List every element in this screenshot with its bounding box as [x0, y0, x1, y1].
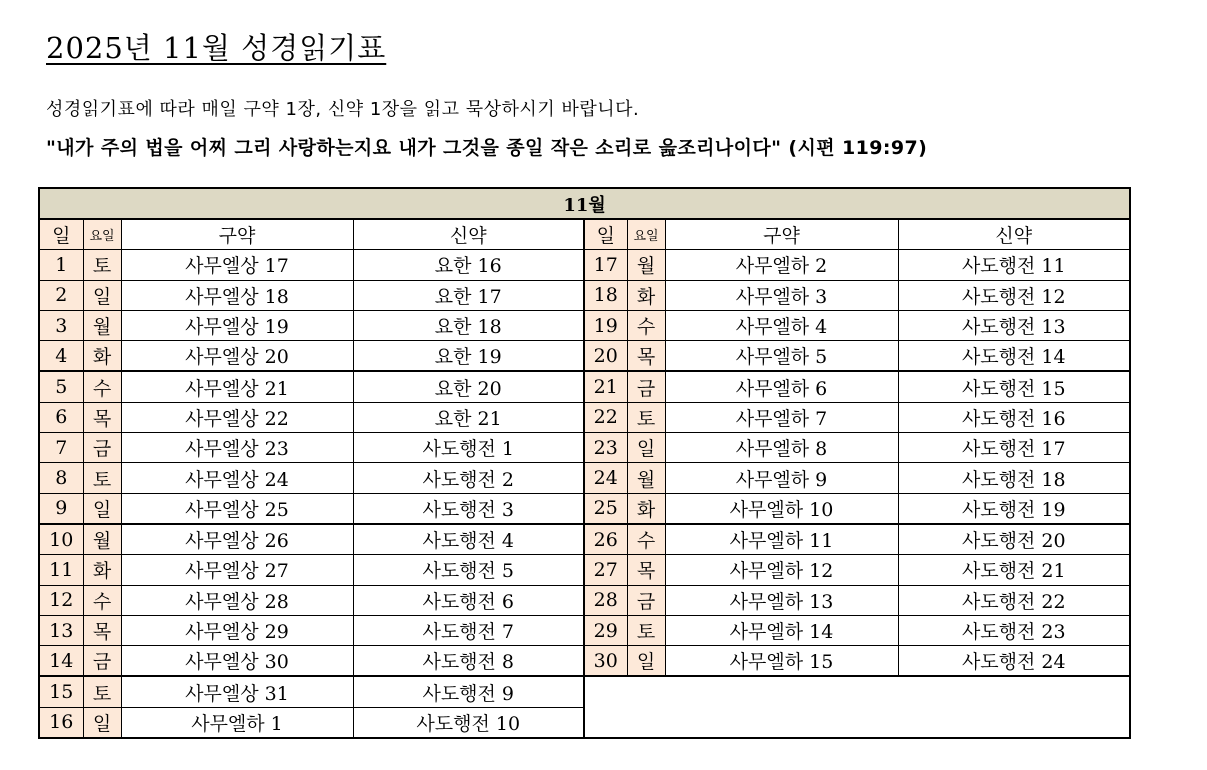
new-testament-reading: 사도행전 23 — [898, 615, 1130, 645]
day-number: 9 — [39, 493, 83, 524]
new-testament-reading: 요한 19 — [353, 341, 584, 372]
new-testament-reading: 사도행전 2 — [353, 463, 584, 493]
table-row — [39, 250, 1130, 280]
day-of-week: 토 — [627, 402, 665, 432]
new-testament-reading: 요한 16 — [353, 250, 584, 280]
old-testament-reading: 사무엘하 13 — [665, 585, 898, 615]
new-testament-reading: 사도행전 11 — [898, 250, 1130, 280]
day-number: 12 — [39, 585, 83, 615]
table-row — [39, 646, 1130, 677]
day-of-week: 금 — [627, 371, 665, 402]
day-number: 11 — [39, 555, 83, 585]
new-testament-reading: 사도행전 16 — [898, 402, 1130, 432]
old-testament-reading: 사무엘상 26 — [121, 524, 353, 555]
new-testament-reading: 사도행전 18 — [898, 463, 1130, 493]
day-number: 1 — [39, 250, 83, 280]
intro-text: 성경읽기표에 따라 매일 구약 1장, 신약 1장을 읽고 묵상하시기 바랍니다. — [46, 99, 640, 120]
day-number: 22 — [584, 402, 627, 432]
day-number: 19 — [584, 310, 627, 340]
col-header-nt: 신약 — [353, 219, 584, 250]
day-number: 27 — [584, 555, 627, 585]
table-row — [39, 463, 1130, 493]
day-of-week: 일 — [83, 493, 121, 524]
new-testament-reading: 사도행전 3 — [353, 493, 584, 524]
new-testament-reading: 사도행전 13 — [898, 310, 1130, 340]
old-testament-reading: 사무엘상 17 — [121, 250, 353, 280]
day-of-week: 수 — [83, 585, 121, 615]
table-row — [39, 402, 1130, 432]
reading-schedule-table — [38, 187, 1131, 739]
day-of-week: 토 — [627, 615, 665, 645]
new-testament-reading: 요한 17 — [353, 280, 584, 310]
old-testament-reading: 사무엘하 4 — [665, 310, 898, 340]
day-number: 3 — [39, 310, 83, 340]
old-testament-reading: 사무엘상 18 — [121, 280, 353, 310]
day-of-week: 토 — [83, 463, 121, 493]
day-of-week: 토 — [83, 676, 121, 707]
day-of-week: 목 — [83, 402, 121, 432]
old-testament-reading: 사무엘상 30 — [121, 646, 353, 677]
day-of-week: 월 — [83, 524, 121, 555]
day-of-week: 일 — [627, 433, 665, 463]
day-of-week: 화 — [627, 280, 665, 310]
day-of-week: 일 — [627, 646, 665, 677]
old-testament-reading: 사무엘상 20 — [121, 341, 353, 372]
col-header-dow: 요일 — [83, 219, 121, 250]
table-row — [39, 676, 1130, 707]
verse-quote: "내가 주의 법을 어찌 그리 사랑하는지요 내가 그것을 종일 작은 소리로 읊조리나이다" (시편 119:97) — [46, 137, 928, 159]
table-row — [39, 310, 1130, 340]
day-number: 30 — [584, 646, 627, 677]
day-of-week: 금 — [627, 585, 665, 615]
table-row — [39, 555, 1130, 585]
new-testament-reading: 사도행전 4 — [353, 524, 584, 555]
page-title: 2025년 11월 성경읽기표 — [46, 31, 387, 65]
old-testament-reading: 사무엘상 28 — [121, 585, 353, 615]
old-testament-reading: 사무엘하 15 — [665, 646, 898, 677]
day-of-week: 화 — [83, 341, 121, 372]
day-number: 17 — [584, 250, 627, 280]
table-row — [39, 280, 1130, 310]
day-of-week: 수 — [627, 310, 665, 340]
day-of-week: 금 — [83, 433, 121, 463]
day-number: 4 — [39, 341, 83, 372]
empty-area — [584, 676, 1130, 738]
new-testament-reading: 사도행전 14 — [898, 341, 1130, 372]
day-of-week: 월 — [627, 463, 665, 493]
day-of-week: 목 — [83, 615, 121, 645]
day-number: 23 — [584, 433, 627, 463]
old-testament-reading: 사무엘상 29 — [121, 615, 353, 645]
table-row — [39, 433, 1130, 463]
new-testament-reading: 사도행전 5 — [353, 555, 584, 585]
day-of-week: 일 — [83, 280, 121, 310]
day-number: 26 — [584, 524, 627, 555]
new-testament-reading: 사도행전 20 — [898, 524, 1130, 555]
day-of-week: 수 — [627, 524, 665, 555]
old-testament-reading: 사무엘하 7 — [665, 402, 898, 432]
new-testament-reading: 사도행전 12 — [898, 280, 1130, 310]
old-testament-reading: 사무엘상 19 — [121, 310, 353, 340]
old-testament-reading: 사무엘하 11 — [665, 524, 898, 555]
old-testament-reading: 사무엘하 8 — [665, 433, 898, 463]
day-number: 16 — [39, 707, 83, 738]
day-of-week: 목 — [627, 341, 665, 372]
new-testament-reading: 사도행전 24 — [898, 646, 1130, 677]
old-testament-reading: 사무엘하 3 — [665, 280, 898, 310]
table-row — [39, 524, 1130, 555]
new-testament-reading: 요한 20 — [353, 371, 584, 402]
old-testament-reading: 사무엘상 22 — [121, 402, 353, 432]
new-testament-reading: 사도행전 7 — [353, 615, 584, 645]
day-of-week: 토 — [83, 250, 121, 280]
day-number: 2 — [39, 280, 83, 310]
new-testament-reading: 요한 18 — [353, 310, 584, 340]
old-testament-reading: 사무엘상 23 — [121, 433, 353, 463]
day-number: 21 — [584, 371, 627, 402]
day-of-week: 금 — [83, 646, 121, 677]
day-of-week: 수 — [83, 371, 121, 402]
day-number: 10 — [39, 524, 83, 555]
col-header-nt: 신약 — [898, 219, 1130, 250]
new-testament-reading: 사도행전 10 — [353, 707, 584, 738]
day-number: 7 — [39, 433, 83, 463]
old-testament-reading: 사무엘상 24 — [121, 463, 353, 493]
day-number: 15 — [39, 676, 83, 707]
new-testament-reading: 사도행전 1 — [353, 433, 584, 463]
day-number: 8 — [39, 463, 83, 493]
table-row — [39, 371, 1130, 402]
old-testament-reading: 사무엘하 1 — [121, 707, 353, 738]
col-header-day: 일 — [584, 219, 627, 250]
new-testament-reading: 사도행전 6 — [353, 585, 584, 615]
new-testament-reading: 사도행전 17 — [898, 433, 1130, 463]
day-of-week: 월 — [83, 310, 121, 340]
month-header: 11월 — [39, 188, 1130, 219]
day-number: 29 — [584, 615, 627, 645]
old-testament-reading: 사무엘상 21 — [121, 371, 353, 402]
day-of-week: 목 — [627, 555, 665, 585]
old-testament-reading: 사무엘하 12 — [665, 555, 898, 585]
col-header-dow: 요일 — [627, 219, 665, 250]
table-row — [39, 493, 1130, 524]
day-number: 28 — [584, 585, 627, 615]
day-of-week: 화 — [627, 493, 665, 524]
day-of-week: 화 — [83, 555, 121, 585]
day-number: 13 — [39, 615, 83, 645]
day-of-week: 월 — [627, 250, 665, 280]
day-number: 20 — [584, 341, 627, 372]
day-number: 14 — [39, 646, 83, 677]
old-testament-reading: 사무엘상 27 — [121, 555, 353, 585]
col-header-day: 일 — [39, 219, 83, 250]
old-testament-reading: 사무엘하 9 — [665, 463, 898, 493]
day-number: 6 — [39, 402, 83, 432]
old-testament-reading: 사무엘하 2 — [665, 250, 898, 280]
table-row — [39, 585, 1130, 615]
col-header-ot: 구약 — [121, 219, 353, 250]
day-number: 25 — [584, 493, 627, 524]
day-number: 5 — [39, 371, 83, 402]
new-testament-reading: 사도행전 9 — [353, 676, 584, 707]
new-testament-reading: 사도행전 21 — [898, 555, 1130, 585]
table-row — [39, 341, 1130, 372]
new-testament-reading: 사도행전 8 — [353, 646, 584, 677]
new-testament-reading: 사도행전 15 — [898, 371, 1130, 402]
old-testament-reading: 사무엘하 6 — [665, 371, 898, 402]
old-testament-reading: 사무엘상 25 — [121, 493, 353, 524]
day-number: 18 — [584, 280, 627, 310]
new-testament-reading: 요한 21 — [353, 402, 584, 432]
new-testament-reading: 사도행전 19 — [898, 493, 1130, 524]
old-testament-reading: 사무엘하 5 — [665, 341, 898, 372]
col-header-ot: 구약 — [665, 219, 898, 250]
old-testament-reading: 사무엘상 31 — [121, 676, 353, 707]
old-testament-reading: 사무엘하 14 — [665, 615, 898, 645]
table-row — [39, 615, 1130, 645]
new-testament-reading: 사도행전 22 — [898, 585, 1130, 615]
day-of-week: 일 — [83, 707, 121, 738]
old-testament-reading: 사무엘하 10 — [665, 493, 898, 524]
day-number: 24 — [584, 463, 627, 493]
